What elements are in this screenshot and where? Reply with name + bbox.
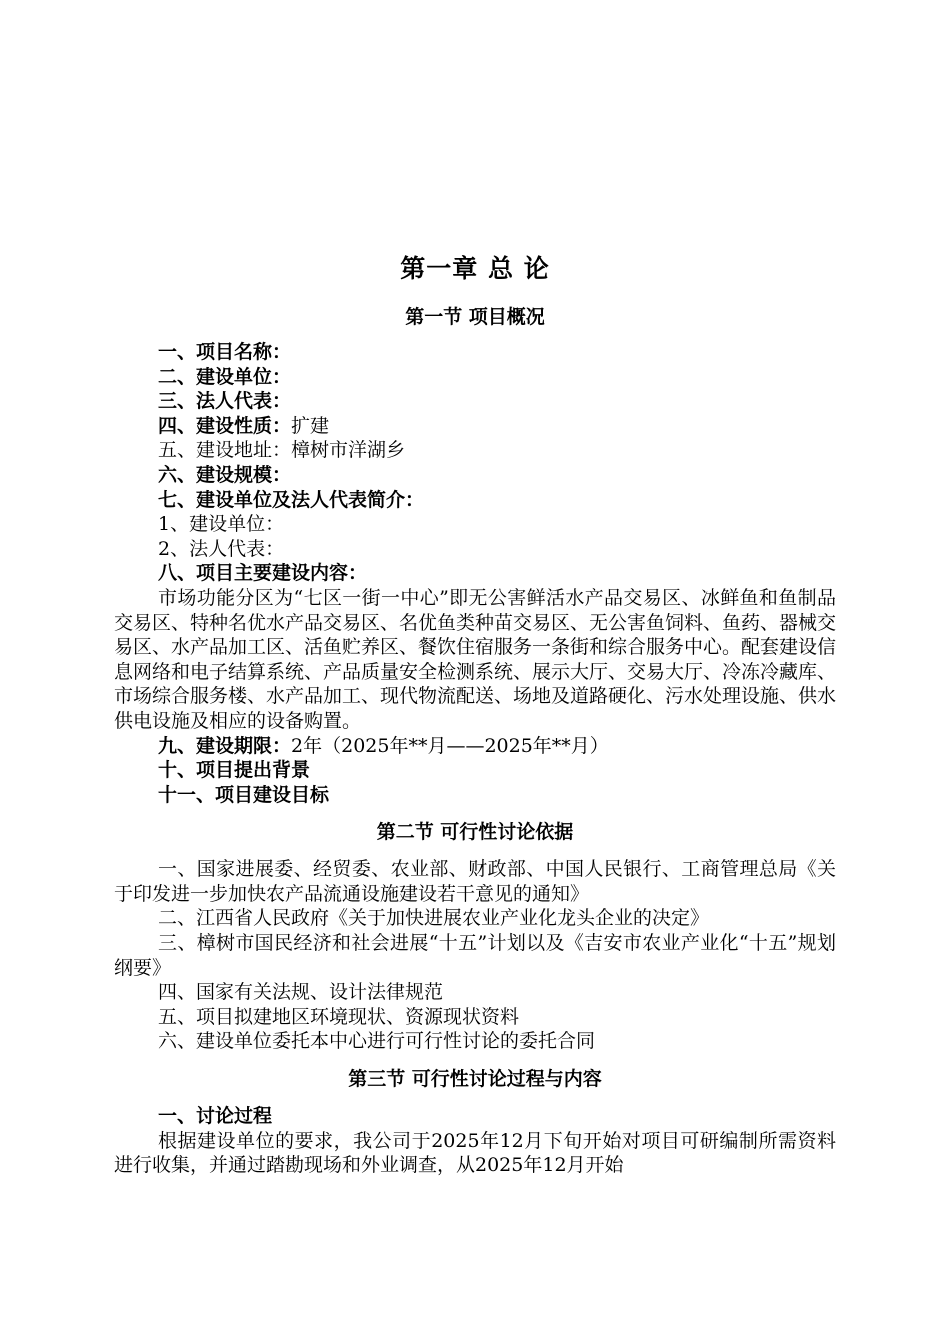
item-label: 五、建设地址： <box>158 439 292 462</box>
item-label: 1、建设单位： <box>158 513 285 536</box>
item-label: 四、建设性质： <box>158 414 292 437</box>
basis-paragraph: 五、项目拟建地区环境现状、资源现状资料 <box>158 1005 520 1028</box>
item-construction-unit <box>114 365 836 390</box>
chapter-title: 第一章 总 论 <box>400 254 550 283</box>
item-value: 樟树市洋湖乡 <box>291 439 406 462</box>
item-project-name <box>114 340 836 365</box>
item-sub-unit <box>114 512 836 537</box>
item-label: 六、建设规模： <box>158 463 292 486</box>
basis-paragraph: 一、国家进展委、经贸委、农业部、财政部、中国人民银行、工商管理总局《关于印发进一步加快农产品流通设施建设若干意见的通知》 <box>114 858 836 905</box>
item-sub-representative <box>114 537 836 562</box>
item-label: 三、法人代表： <box>158 390 292 413</box>
item-background: 十、项目提出背景 <box>158 759 311 782</box>
item-label: 九、建设期限： <box>158 734 292 757</box>
item-main-content <box>114 561 836 586</box>
item-label: 八、项目主要建设内容： <box>158 562 368 585</box>
basis-paragraph: 三、樟树市国民经济和社会进展“十五”计划以及《吉安市农业产业化“十五”规划纲要》 <box>114 932 836 979</box>
document-body <box>114 254 836 1178</box>
basis-paragraph: 六、建设单位委托本中心进行可行性讨论的委托合同 <box>158 1030 596 1053</box>
item-unit-profile <box>114 488 836 513</box>
item-label: 七、建设单位及法人代表简介： <box>158 488 425 511</box>
section-title-2: 第二节 可行性讨论依据 <box>376 821 574 844</box>
item-goals: 十一、项目建设目标 <box>158 783 330 806</box>
section-title-1: 第一节 项目概况 <box>405 306 545 328</box>
item-value: 扩建 <box>291 414 330 437</box>
item-construction-period <box>114 734 836 759</box>
sub-heading-process: 一、讨论过程 <box>158 1105 273 1128</box>
item-construction-address <box>114 438 836 463</box>
item-legal-representative <box>114 389 836 414</box>
basis-paragraph: 二、江西省人民政府《关于加快进展农业产业化龙头企业的决定》 <box>158 907 710 930</box>
item-label: 一、项目名称： <box>158 341 292 363</box>
item-construction-scale <box>114 463 836 488</box>
item-label: 2、法人代表： <box>158 537 285 560</box>
content-paragraph: 市场功能分区为“七区一街一中心”即无公害鲜活水产品交易区、冰鲜鱼和鱼制品交易区、特种名优水产品交易区、名优鱼类种苗交易区、无公害鱼饲料、鱼药、器械交易区、水产品加工区、活鱼贮养区、餐饮住宿服务一条街和综合服务中心。配套建设信息网络和电子结算系统、产品质量安全检测系统、展示大厅、交易大厅、冷冻冷藏库、市场综合服务楼、水产品加工、现代物流配送、场地及道路硬化、污水处理设施、供水供电设施及相应的设备购置。 <box>114 586 837 732</box>
section-title-3: 第三节 可行性讨论过程与内容 <box>348 1068 602 1091</box>
item-label: 二、建设单位： <box>158 365 292 388</box>
item-value: 2年（2025年**月——2025年**月） <box>291 734 609 757</box>
process-paragraph: 根据建设单位的要求，我公司于2025年12月下旬开始对项目可研编制所需资料进行收集，并通过踏勘现场和外业调查，从2025年12月开始 <box>114 1129 836 1177</box>
item-construction-nature <box>114 414 836 439</box>
basis-paragraph: 四、国家有关法规、设计法律规范 <box>158 981 444 1004</box>
